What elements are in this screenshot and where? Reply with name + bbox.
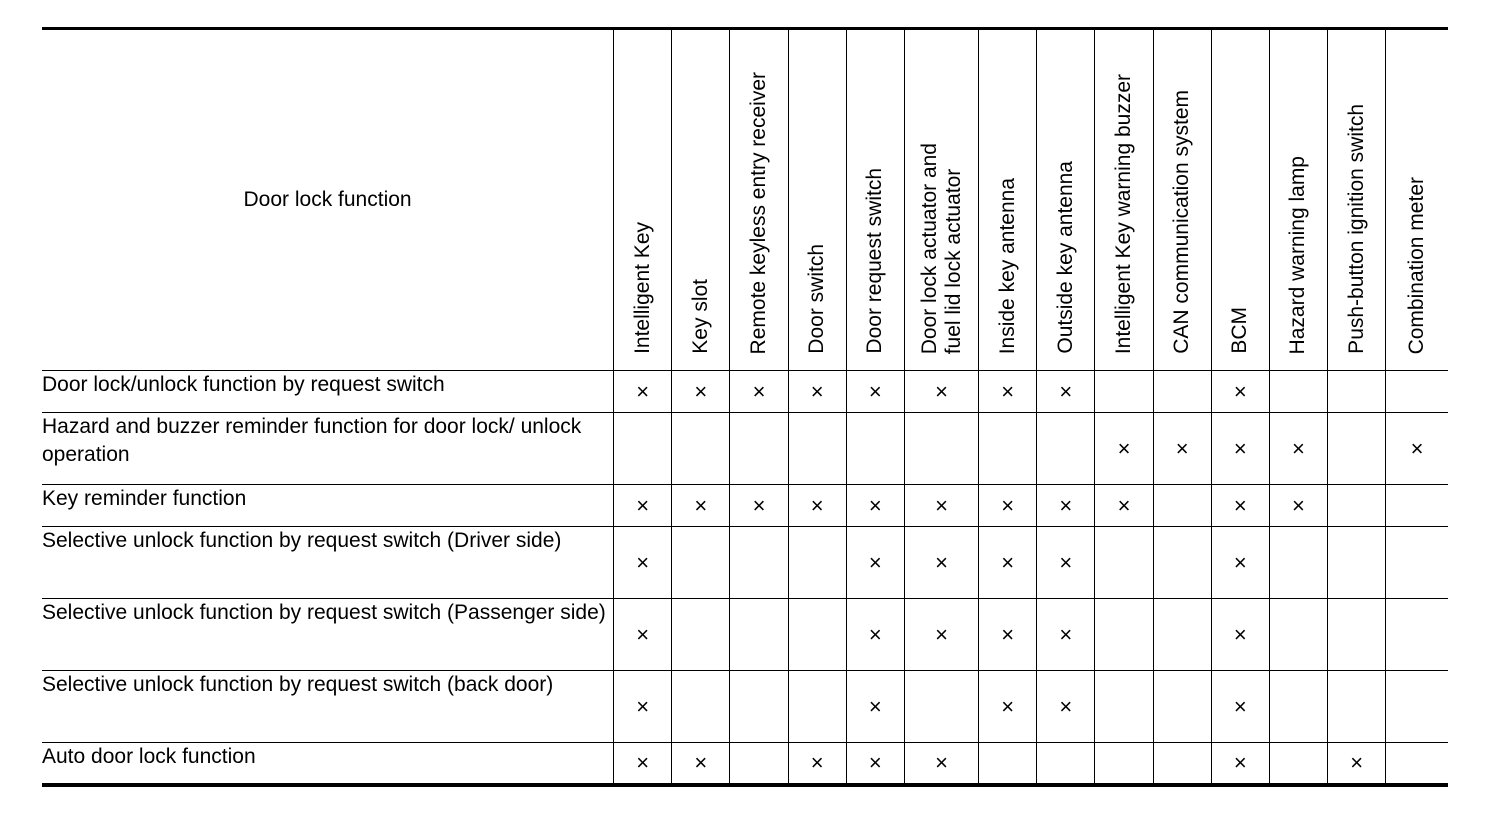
applicable-mark-cell: ×	[614, 485, 672, 527]
empty-mark-cell	[730, 599, 788, 671]
applicable-mark-cell: ×	[904, 485, 978, 527]
empty-mark-cell	[1386, 527, 1448, 599]
column-header-combination-meter	[1386, 29, 1448, 371]
column-header-key-slot	[672, 29, 730, 371]
applicable-mark-cell: ×	[1037, 485, 1095, 527]
empty-mark-cell	[1153, 485, 1211, 527]
applicable-mark-cell: ×	[846, 743, 904, 785]
applicable-mark-cell: ×	[904, 599, 978, 671]
function-column-header: Door lock function	[42, 29, 614, 371]
applicable-mark-cell: ×	[846, 527, 904, 599]
applicable-mark-cell: ×	[904, 527, 978, 599]
empty-mark-cell	[788, 527, 846, 599]
empty-mark-cell	[904, 671, 978, 743]
empty-mark-cell	[1328, 671, 1386, 743]
column-header-label: Door request switch	[863, 168, 887, 354]
column-header-hazard-warning-lamp	[1269, 29, 1327, 371]
function-name-cell: Selective unlock function by request switch (back door)	[42, 673, 554, 696]
empty-mark-cell	[1328, 527, 1386, 599]
applicable-mark-cell: ×	[1037, 671, 1095, 743]
applicable-mark-cell: ×	[614, 599, 672, 671]
applicable-mark-cell: ×	[846, 671, 904, 743]
applicable-mark-cell: ×	[1211, 413, 1269, 485]
empty-mark-cell	[1269, 671, 1327, 743]
empty-mark-cell	[1153, 743, 1211, 785]
empty-mark-cell	[730, 743, 788, 785]
empty-mark-cell	[1328, 413, 1386, 485]
applicable-mark-cell: ×	[1328, 743, 1386, 785]
empty-mark-cell	[672, 413, 730, 485]
applicable-mark-cell: ×	[1269, 485, 1327, 527]
empty-mark-cell	[979, 743, 1037, 785]
applicable-mark-cell: ×	[614, 743, 672, 785]
applicable-mark-cell: ×	[788, 743, 846, 785]
applicable-mark-cell: ×	[614, 671, 672, 743]
applicable-mark-cell: ×	[730, 485, 788, 527]
applicable-mark-cell: ×	[979, 599, 1037, 671]
applicable-mark-cell: ×	[1269, 413, 1327, 485]
applicable-mark-cell: ×	[904, 371, 978, 413]
column-header-inside-key-antenna	[979, 29, 1037, 371]
applicable-mark-cell: ×	[979, 527, 1037, 599]
applicable-mark-cell: ×	[846, 371, 904, 413]
applicable-mark-cell: ×	[846, 599, 904, 671]
applicable-mark-cell: ×	[1386, 413, 1448, 485]
empty-mark-cell	[1269, 371, 1327, 413]
table-row	[42, 599, 1448, 671]
column-header-door-lock-actuator	[904, 29, 978, 371]
column-header-push-button-ignition-switch	[1328, 29, 1386, 371]
empty-mark-cell	[1328, 599, 1386, 671]
empty-mark-cell	[672, 527, 730, 599]
applicable-mark-cell: ×	[979, 671, 1037, 743]
applicable-mark-cell: ×	[672, 485, 730, 527]
empty-mark-cell	[1328, 371, 1386, 413]
function-name-cell: Selective unlock function by request switch (Driver side)	[42, 529, 562, 552]
applicable-mark-cell: ×	[979, 485, 1037, 527]
empty-mark-cell	[1386, 599, 1448, 671]
empty-mark-cell	[614, 413, 672, 485]
column-header-label: Door lock actuator and fuel lid lock actuator	[917, 142, 965, 354]
table-row	[42, 671, 1448, 743]
empty-mark-cell	[1153, 371, 1211, 413]
empty-mark-cell	[672, 671, 730, 743]
empty-mark-cell	[1153, 671, 1211, 743]
empty-mark-cell	[1153, 599, 1211, 671]
function-name-cell: Door lock/unlock function by request switch	[42, 373, 445, 396]
column-header-label: Outside key antenna	[1053, 161, 1077, 354]
applicable-mark-cell: ×	[904, 743, 978, 785]
empty-mark-cell	[1269, 527, 1327, 599]
applicable-mark-cell: ×	[1153, 413, 1211, 485]
empty-mark-cell	[979, 413, 1037, 485]
empty-mark-cell	[1153, 527, 1211, 599]
column-header-label: Key slot	[688, 279, 712, 354]
column-header-label: Remote keyless entry receiver	[747, 71, 771, 354]
applicable-mark-cell: ×	[1037, 371, 1095, 413]
empty-mark-cell	[1269, 599, 1327, 671]
applicable-mark-cell: ×	[1211, 671, 1269, 743]
applicable-mark-cell: ×	[1211, 527, 1269, 599]
column-header-door-switch	[788, 29, 846, 371]
column-header-bcm	[1211, 29, 1269, 371]
empty-mark-cell	[1037, 743, 1095, 785]
column-header-label: Hazard warning lamp	[1286, 155, 1310, 354]
applicable-mark-cell: ×	[672, 371, 730, 413]
column-header-intelligent-key	[614, 29, 672, 371]
column-header-outside-key-antenna	[1037, 29, 1095, 371]
empty-mark-cell	[1095, 671, 1153, 743]
matrix-body	[42, 371, 1448, 785]
empty-mark-cell	[1095, 527, 1153, 599]
applicable-mark-cell: ×	[1095, 485, 1153, 527]
applicable-mark-cell: ×	[1037, 527, 1095, 599]
empty-mark-cell	[1095, 371, 1153, 413]
table-row	[42, 527, 1448, 599]
table-row	[42, 485, 1448, 527]
applicable-mark-cell: ×	[788, 371, 846, 413]
table-row	[42, 743, 1448, 785]
column-header-label: Intelligent Key	[630, 222, 654, 354]
applicable-mark-cell: ×	[979, 371, 1037, 413]
column-header-intelligent-key-warning-buzzer	[1095, 29, 1153, 371]
empty-mark-cell	[1037, 413, 1095, 485]
applicable-mark-cell: ×	[1211, 599, 1269, 671]
empty-mark-cell	[788, 671, 846, 743]
column-header-remote-keyless-entry-receiver	[730, 29, 788, 371]
column-header-label: BCM	[1228, 307, 1252, 354]
applicable-mark-cell: ×	[1037, 599, 1095, 671]
applicable-mark-cell: ×	[1211, 485, 1269, 527]
empty-mark-cell	[1095, 743, 1153, 785]
door-lock-function-matrix	[42, 27, 1448, 787]
empty-mark-cell	[904, 413, 978, 485]
table-row	[42, 413, 1448, 485]
empty-mark-cell	[1386, 743, 1448, 785]
function-name-cell: Key reminder function	[42, 487, 247, 510]
applicable-mark-cell: ×	[614, 527, 672, 599]
applicable-mark-cell: ×	[672, 743, 730, 785]
column-header-door-request-switch	[846, 29, 904, 371]
column-header-label: Combination meter	[1405, 176, 1429, 354]
applicable-mark-cell: ×	[1211, 743, 1269, 785]
empty-mark-cell	[846, 413, 904, 485]
applicable-mark-cell: ×	[730, 371, 788, 413]
empty-mark-cell	[730, 413, 788, 485]
empty-mark-cell	[1269, 743, 1327, 785]
function-name-cell: Selective unlock function by request switch (Passenger side)	[42, 601, 606, 624]
empty-mark-cell	[788, 599, 846, 671]
applicable-mark-cell: ×	[1211, 371, 1269, 413]
empty-mark-cell	[1386, 671, 1448, 743]
applicable-mark-cell: ×	[614, 371, 672, 413]
table-row	[42, 371, 1448, 413]
empty-mark-cell	[672, 599, 730, 671]
column-header-label: CAN communication system	[1170, 90, 1194, 354]
empty-mark-cell	[1095, 599, 1153, 671]
applicable-mark-cell: ×	[788, 485, 846, 527]
column-header-label: Door switch	[805, 244, 829, 354]
function-name-cell: Auto door lock function	[42, 745, 256, 768]
column-header-label: Inside key antenna	[995, 177, 1019, 354]
column-header-can-communication-system	[1153, 29, 1211, 371]
applicable-mark-cell: ×	[846, 485, 904, 527]
empty-mark-cell	[730, 671, 788, 743]
function-name-cell: Hazard and buzzer reminder function for door lock/ unlock operation	[42, 415, 582, 466]
applicable-mark-cell: ×	[1095, 413, 1153, 485]
empty-mark-cell	[730, 527, 788, 599]
column-header-label: Push-button ignition switch	[1344, 104, 1368, 354]
empty-mark-cell	[1386, 371, 1448, 413]
header-row	[42, 29, 1448, 371]
column-header-label: Intelligent Key warning buzzer	[1112, 73, 1135, 354]
empty-mark-cell	[1328, 485, 1386, 527]
empty-mark-cell	[788, 413, 846, 485]
empty-mark-cell	[1386, 485, 1448, 527]
